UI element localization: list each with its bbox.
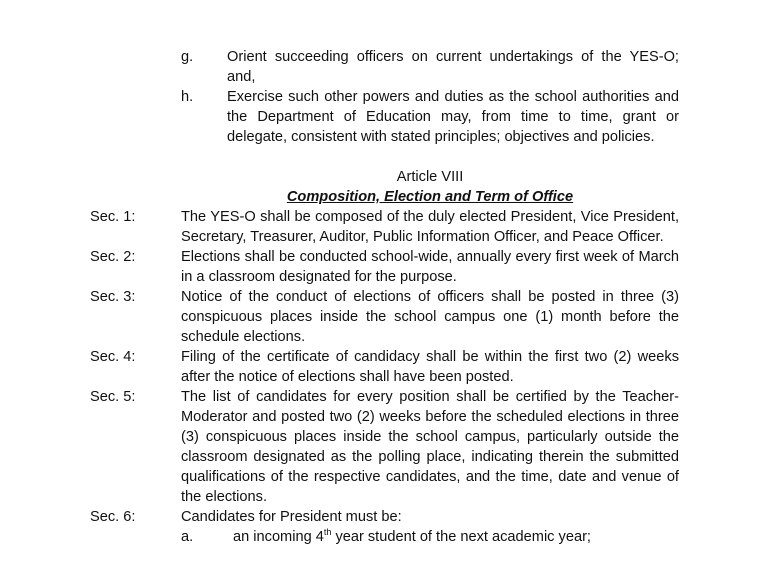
article-number: Article VIII (396, 169, 464, 185)
sub-label: a. (181, 529, 194, 545)
sub-text (233, 527, 679, 547)
section-3 (0, 287, 777, 347)
section-4 (0, 347, 777, 387)
list-text: Exercise such other powers and duties as the school authorities and the Department of Education may, from time to time, grant or delegate, consistent with stated principles; objectives and policies. (227, 89, 679, 145)
sec6-item-a (0, 527, 777, 547)
list-item-h (0, 87, 777, 147)
section-text: Filing of the certificate of candidacy shall be within the first two (2) weeks after the notice of elections shall have been posted. (181, 349, 679, 385)
document-page (0, 47, 777, 547)
list-label: g. (181, 49, 194, 65)
list-text: Orient succeeding officers on current undertakings of the YES-O; and, (227, 49, 679, 85)
section-label: Sec. 4: (90, 349, 136, 365)
section-label: Sec. 5: (90, 389, 136, 405)
section-text: Notice of the conduct of elections of officers shall be posted in three (3) conspicuous places inside the school campus one (1) month before the schedule elections. (181, 289, 679, 345)
section-1 (0, 207, 777, 247)
section-6 (0, 507, 777, 527)
spacer (0, 147, 777, 167)
section-2 (0, 247, 777, 287)
section-text: The YES-O shall be composed of the duly elected President, Vice President, Secretary, Treasurer, Auditor, Public Information Officer, and Peace Officer. (181, 209, 679, 245)
list-label: h. (181, 89, 194, 105)
section-label: Sec. 6: (90, 509, 136, 525)
article-title: Composition, Election and Term of Office (286, 189, 574, 205)
section-5 (0, 387, 777, 507)
section-text: The list of candidates for every position shall be certified by the Teacher-Moderator and posted two (2) weeks before the scheduled elections in three (3) conspicuous places inside the school campus, particularly outside the classroom designated as the polling place, indicating therein the submitted qualifications of the respective candidates, and the time, date and venue of the elections. (181, 389, 679, 505)
list-item-g (0, 47, 777, 87)
section-text: Elections shall be conducted school-wide, annually every first week of March in a classroom designated for the purpose. (181, 249, 679, 285)
sub-text-start: an incoming 4 (233, 529, 324, 545)
section-label: Sec. 2: (90, 249, 136, 265)
section-text: Candidates for President must be: (181, 509, 402, 525)
section-label: Sec. 3: (90, 289, 136, 305)
sub-text-end: year student of the next academic year; (331, 529, 591, 545)
ordinal-suffix: th (323, 527, 332, 537)
section-label: Sec. 1: (90, 209, 136, 225)
